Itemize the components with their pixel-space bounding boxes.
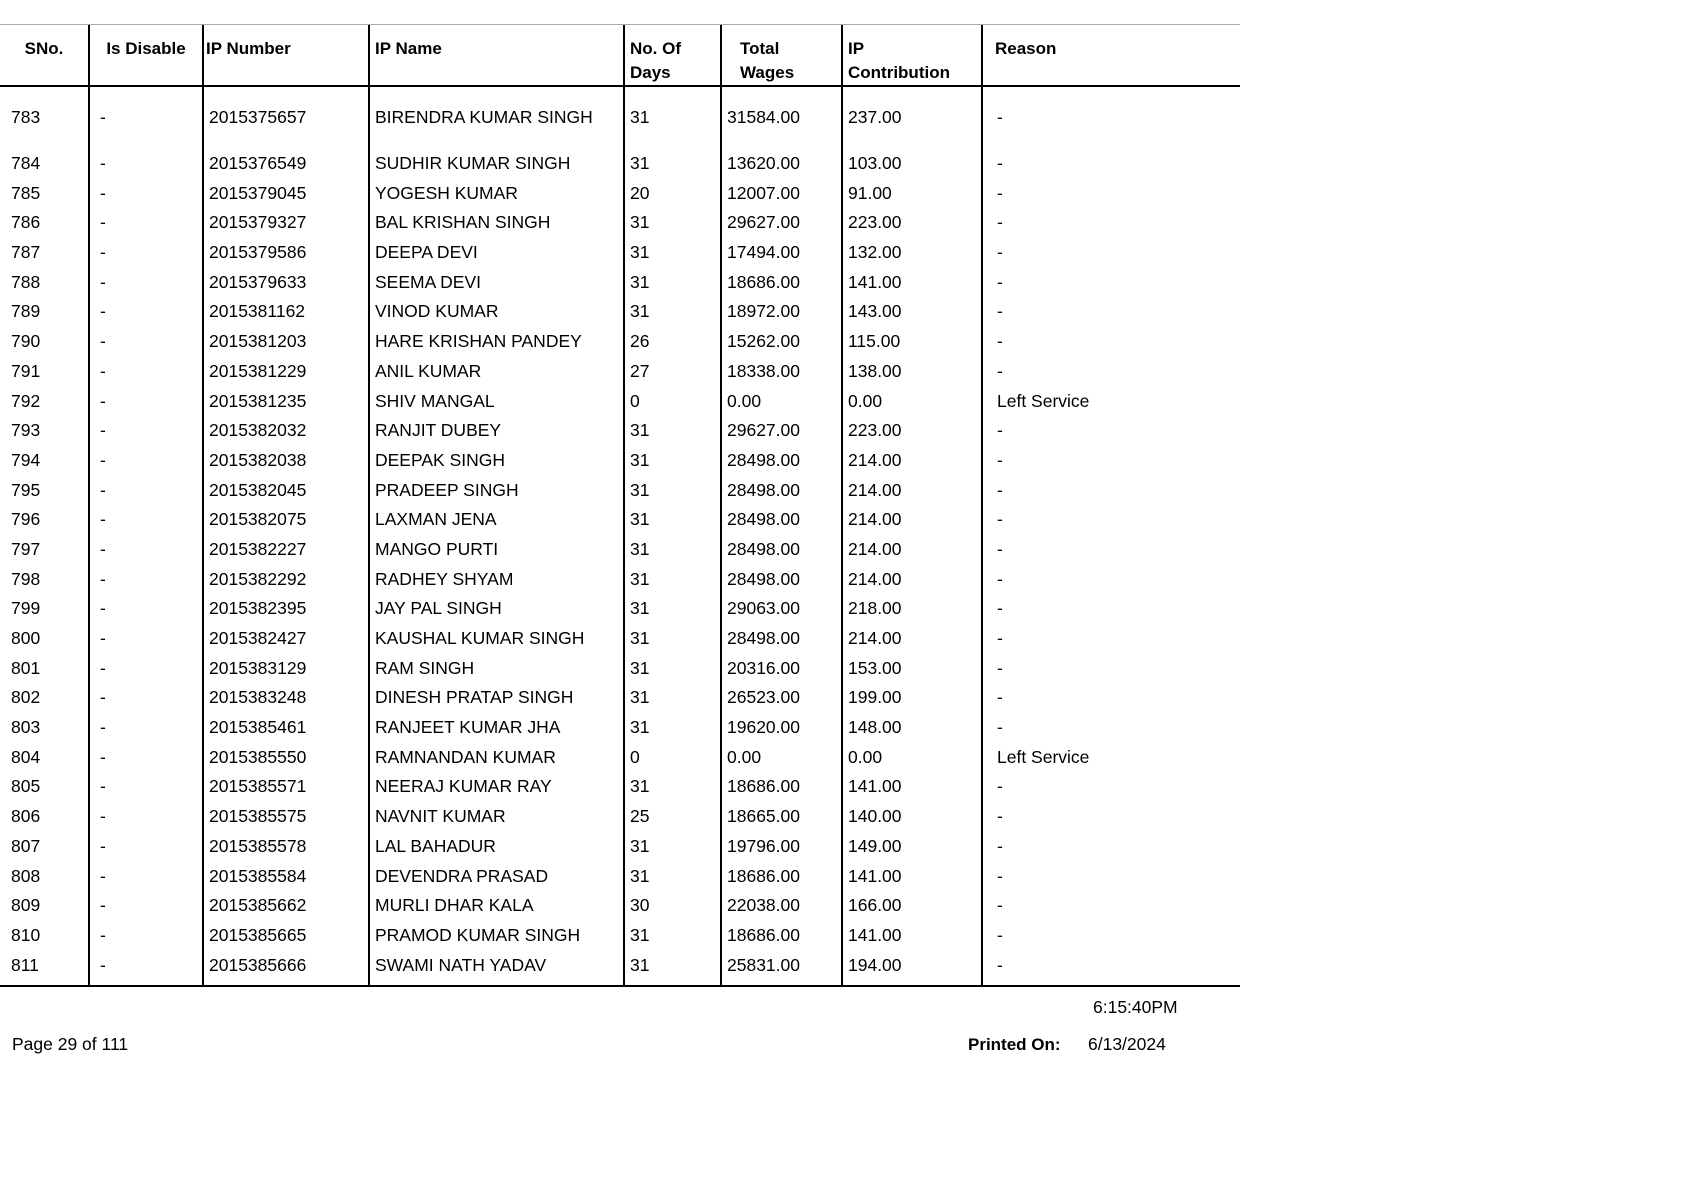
- cell-ip-number: 2015382075: [203, 508, 369, 538]
- cell-is-disable: -: [89, 627, 203, 657]
- cell-reason: -: [982, 360, 1240, 390]
- cell-no-of-days: 31: [624, 538, 721, 568]
- cell-reason: -: [982, 300, 1240, 330]
- cell-reason: -: [982, 924, 1240, 954]
- cell-sno: 805: [11, 776, 41, 797]
- cell-total-wages: 26523.00: [721, 686, 842, 716]
- cell-ip-contribution: 0.00: [842, 746, 982, 776]
- cell-ip-contribution: 223.00: [842, 211, 982, 241]
- cell-total-wages: 15262.00: [721, 330, 842, 360]
- cell-is-disable: -: [89, 568, 203, 598]
- cell-ip-number: 2015381229: [203, 360, 369, 390]
- cell-total-wages: 0.00: [721, 746, 842, 776]
- cell-total-wages: 18686.00: [721, 924, 842, 954]
- cell-reason: -: [982, 419, 1240, 449]
- cell-sno: 800: [11, 628, 41, 648]
- table-row: [0, 390, 1240, 420]
- cell-sno: 793: [11, 420, 41, 441]
- table-row: [0, 597, 1240, 627]
- cell-no-of-days: 31: [624, 211, 721, 241]
- header-ip-number: IP Number: [203, 25, 369, 86]
- cell-no-of-days: 31: [624, 924, 721, 954]
- table-header-row: [0, 25, 1240, 86]
- cell-ip-number: 2015375657: [203, 106, 369, 152]
- cell-ip-name: RAM SINGH: [369, 657, 624, 687]
- cell-is-disable: -: [89, 390, 203, 420]
- cell-sno: 809: [11, 895, 41, 916]
- cell-total-wages: 28498.00: [721, 627, 842, 657]
- cell-is-disable: -: [89, 271, 203, 301]
- cell-sno: 797: [11, 538, 41, 559]
- cell-ip-contribution: 214.00: [842, 508, 982, 538]
- cell-no-of-days: 31: [624, 508, 721, 538]
- cell-ip-contribution: 149.00: [842, 835, 982, 865]
- cell-ip-contribution: 115.00: [842, 330, 982, 360]
- cell-ip-contribution: 0.00: [842, 390, 982, 420]
- cell-no-of-days: 31: [624, 241, 721, 271]
- cell-ip-number: 2015381235: [203, 390, 369, 420]
- cell-ip-contribution: 214.00: [842, 538, 982, 568]
- cell-no-of-days: 31: [624, 271, 721, 301]
- cell-ip-name: VINOD KUMAR: [369, 300, 624, 330]
- cell-is-disable: -: [89, 211, 203, 241]
- cell-reason: -: [982, 211, 1240, 241]
- cell-ip-name: SHIV MANGAL: [369, 390, 624, 420]
- cell-is-disable: -: [89, 152, 203, 182]
- cell-ip-contribution: 103.00: [842, 152, 982, 182]
- cell-is-disable: -: [89, 241, 203, 271]
- header-ip-contribution: IP Contribution: [842, 25, 982, 86]
- cell-ip-name: DEVENDRA PRASAD: [369, 865, 624, 895]
- cell-ip-name: RANJEET KUMAR JHA: [369, 716, 624, 746]
- cell-sno: 789: [11, 301, 41, 322]
- cell-ip-number: 2015379327: [203, 211, 369, 241]
- cell-ip-number: 2015383129: [203, 657, 369, 687]
- cell-no-of-days: 31: [624, 419, 721, 449]
- header-sno: SNo.: [0, 25, 89, 86]
- cell-no-of-days: 31: [624, 568, 721, 598]
- cell-ip-name: MURLI DHAR KALA: [369, 894, 624, 924]
- cell-ip-name: RANJIT DUBEY: [369, 419, 624, 449]
- table-row: [0, 538, 1240, 568]
- table-row: [0, 419, 1240, 449]
- cell-reason: -: [982, 954, 1240, 986]
- cell-no-of-days: 31: [624, 479, 721, 509]
- cell-is-disable: -: [89, 686, 203, 716]
- cell-ip-number: 2015385461: [203, 716, 369, 746]
- table-row: [0, 835, 1240, 865]
- cell-is-disable: -: [89, 106, 203, 152]
- cell-ip-number: 2015385665: [203, 924, 369, 954]
- table-row: [0, 686, 1240, 716]
- cell-ip-contribution: 153.00: [842, 657, 982, 687]
- cell-no-of-days: 31: [624, 686, 721, 716]
- cell-sno: 798: [11, 568, 41, 589]
- cell-ip-name: NAVNIT KUMAR: [369, 805, 624, 835]
- cell-is-disable: -: [89, 805, 203, 835]
- footer-page-number: Page 29 of 111: [12, 1034, 129, 1054]
- cell-no-of-days: 0: [624, 390, 721, 420]
- cell-reason: -: [982, 271, 1240, 301]
- cell-total-wages: 0.00: [721, 390, 842, 420]
- table-row: [0, 627, 1240, 657]
- cell-total-wages: 22038.00: [721, 894, 842, 924]
- cell-ip-name: DEEPA DEVI: [369, 241, 624, 271]
- cell-ip-number: 2015381162: [203, 300, 369, 330]
- header-ip-name: IP Name: [369, 25, 624, 86]
- contribution-table: [0, 25, 1240, 987]
- cell-ip-number: 2015382032: [203, 419, 369, 449]
- cell-reason: -: [982, 716, 1240, 746]
- cell-ip-number: 2015382045: [203, 479, 369, 509]
- cell-is-disable: -: [89, 419, 203, 449]
- cell-no-of-days: 31: [624, 716, 721, 746]
- cell-ip-name: PRADEEP SINGH: [369, 479, 624, 509]
- cell-total-wages: 31584.00: [721, 106, 842, 152]
- cell-sno: 792: [11, 390, 41, 411]
- cell-sno: 785: [11, 182, 41, 203]
- cell-reason: -: [982, 106, 1240, 152]
- cell-ip-number: 2015381203: [203, 330, 369, 360]
- cell-ip-contribution: 148.00: [842, 716, 982, 746]
- cell-ip-contribution: 141.00: [842, 924, 982, 954]
- cell-ip-contribution: 141.00: [842, 865, 982, 895]
- cell-is-disable: -: [89, 716, 203, 746]
- table-row: [0, 211, 1240, 241]
- cell-ip-contribution: 141.00: [842, 271, 982, 301]
- cell-sno: 806: [11, 806, 41, 827]
- cell-ip-name: YOGESH KUMAR: [369, 182, 624, 212]
- cell-ip-name: JAY PAL SINGH: [369, 597, 624, 627]
- cell-ip-contribution: 237.00: [842, 106, 982, 152]
- header-reason: Reason: [982, 25, 1240, 86]
- cell-ip-number: 2015385662: [203, 894, 369, 924]
- cell-is-disable: -: [89, 330, 203, 360]
- cell-is-disable: -: [89, 538, 203, 568]
- table-row: [0, 775, 1240, 805]
- cell-reason: -: [982, 835, 1240, 865]
- table-row: [0, 479, 1240, 509]
- table-row: [0, 894, 1240, 924]
- cell-total-wages: 29627.00: [721, 211, 842, 241]
- cell-no-of-days: 31: [624, 300, 721, 330]
- cell-is-disable: -: [89, 835, 203, 865]
- cell-no-of-days: 31: [624, 865, 721, 895]
- cell-ip-number: 2015379045: [203, 182, 369, 212]
- cell-ip-name: BAL KRISHAN SINGH: [369, 211, 624, 241]
- cell-ip-name: NEERAJ KUMAR RAY: [369, 775, 624, 805]
- cell-sno: 808: [11, 865, 41, 886]
- cell-ip-contribution: 132.00: [842, 241, 982, 271]
- cell-reason: Left Service: [982, 746, 1240, 776]
- cell-ip-name: SEEMA DEVI: [369, 271, 624, 301]
- cell-is-disable: -: [89, 657, 203, 687]
- cell-is-disable: -: [89, 746, 203, 776]
- cell-is-disable: -: [89, 182, 203, 212]
- cell-ip-contribution: 138.00: [842, 360, 982, 390]
- cell-is-disable: -: [89, 924, 203, 954]
- cell-ip-name: PRAMOD KUMAR SINGH: [369, 924, 624, 954]
- cell-reason: -: [982, 865, 1240, 895]
- cell-no-of-days: 26: [624, 330, 721, 360]
- cell-reason: -: [982, 775, 1240, 805]
- cell-is-disable: -: [89, 954, 203, 986]
- cell-is-disable: -: [89, 300, 203, 330]
- cell-reason: -: [982, 657, 1240, 687]
- cell-ip-contribution: 214.00: [842, 568, 982, 598]
- cell-total-wages: 18686.00: [721, 865, 842, 895]
- table-row: [0, 300, 1240, 330]
- cell-no-of-days: 31: [624, 954, 721, 986]
- table-spacer-row: [0, 86, 1240, 106]
- cell-ip-number: 2015379586: [203, 241, 369, 271]
- cell-reason: -: [982, 330, 1240, 360]
- table-row: [0, 360, 1240, 390]
- cell-ip-number: 2015382395: [203, 597, 369, 627]
- cell-reason: -: [982, 597, 1240, 627]
- cell-ip-number: 2015382038: [203, 449, 369, 479]
- cell-ip-number: 2015376549: [203, 152, 369, 182]
- contribution-report: [0, 24, 1240, 987]
- cell-ip-name: DINESH PRATAP SINGH: [369, 686, 624, 716]
- cell-reason: -: [982, 568, 1240, 598]
- cell-sno: 801: [11, 657, 41, 678]
- table-row: [0, 924, 1240, 954]
- cell-ip-name: RAMNANDAN KUMAR: [369, 746, 624, 776]
- cell-ip-contribution: 166.00: [842, 894, 982, 924]
- cell-no-of-days: 31: [624, 775, 721, 805]
- cell-is-disable: -: [89, 865, 203, 895]
- cell-no-of-days: 31: [624, 597, 721, 627]
- cell-reason: -: [982, 686, 1240, 716]
- cell-ip-number: 2015385575: [203, 805, 369, 835]
- cell-ip-number: 2015382227: [203, 538, 369, 568]
- cell-total-wages: 28498.00: [721, 568, 842, 598]
- cell-sno: 788: [11, 271, 41, 292]
- header-is-disable: Is Disable: [89, 25, 203, 86]
- cell-sno: 783: [11, 107, 41, 127]
- table-row: [0, 241, 1240, 271]
- cell-total-wages: 18686.00: [721, 271, 842, 301]
- cell-total-wages: 19796.00: [721, 835, 842, 865]
- cell-no-of-days: 27: [624, 360, 721, 390]
- cell-sno: 796: [11, 509, 41, 530]
- cell-reason: -: [982, 627, 1240, 657]
- cell-is-disable: -: [89, 360, 203, 390]
- table-row: [0, 746, 1240, 776]
- cell-ip-number: 2015385584: [203, 865, 369, 895]
- cell-ip-name: SWAMI NATH YADAV: [369, 954, 624, 986]
- cell-total-wages: 18972.00: [721, 300, 842, 330]
- cell-is-disable: -: [89, 597, 203, 627]
- cell-sno: 795: [11, 479, 41, 500]
- footer-print-time: 6:15:40PM: [1093, 997, 1178, 1017]
- cell-is-disable: -: [89, 508, 203, 538]
- cell-total-wages: 28498.00: [721, 449, 842, 479]
- cell-ip-name: MANGO PURTI: [369, 538, 624, 568]
- cell-ip-number: 2015385550: [203, 746, 369, 776]
- cell-total-wages: 28498.00: [721, 479, 842, 509]
- cell-no-of-days: 30: [624, 894, 721, 924]
- table-row: [0, 805, 1240, 835]
- table-row: [0, 865, 1240, 895]
- cell-no-of-days: 31: [624, 449, 721, 479]
- cell-reason: -: [982, 894, 1240, 924]
- cell-is-disable: -: [89, 449, 203, 479]
- table-row: [0, 716, 1240, 746]
- cell-reason: -: [982, 152, 1240, 182]
- cell-total-wages: 28498.00: [721, 538, 842, 568]
- cell-sno: 802: [11, 687, 41, 708]
- cell-ip-name: SUDHIR KUMAR SINGH: [369, 152, 624, 182]
- cell-total-wages: 17494.00: [721, 241, 842, 271]
- cell-ip-number: 2015385571: [203, 775, 369, 805]
- table-row: [0, 106, 1240, 152]
- cell-ip-contribution: 223.00: [842, 419, 982, 449]
- cell-no-of-days: 31: [624, 657, 721, 687]
- cell-ip-contribution: 214.00: [842, 449, 982, 479]
- cell-ip-number: 2015385666: [203, 954, 369, 986]
- table-row: [0, 954, 1240, 986]
- cell-is-disable: -: [89, 775, 203, 805]
- table-body: [0, 86, 1240, 986]
- header-total-wages: Total Wages: [721, 25, 842, 86]
- cell-sno: 790: [11, 331, 41, 352]
- cell-ip-contribution: 141.00: [842, 775, 982, 805]
- cell-total-wages: 19620.00: [721, 716, 842, 746]
- cell-reason: Left Service: [982, 390, 1240, 420]
- table-row: [0, 508, 1240, 538]
- table-row: [0, 152, 1240, 182]
- cell-no-of-days: 31: [624, 152, 721, 182]
- cell-ip-contribution: 214.00: [842, 479, 982, 509]
- cell-no-of-days: 31: [624, 627, 721, 657]
- cell-ip-name: BIRENDRA KUMAR SINGH: [369, 106, 624, 152]
- cell-is-disable: -: [89, 894, 203, 924]
- cell-ip-number: 2015379633: [203, 271, 369, 301]
- footer-printed-on-label: Printed On:: [968, 1035, 1061, 1054]
- cell-total-wages: 12007.00: [721, 182, 842, 212]
- table-row: [0, 657, 1240, 687]
- cell-sno: 787: [11, 242, 41, 263]
- cell-total-wages: 29627.00: [721, 419, 842, 449]
- cell-sno: 810: [11, 924, 41, 945]
- cell-sno: 803: [11, 717, 41, 738]
- cell-total-wages: 18665.00: [721, 805, 842, 835]
- cell-ip-name: LAL BAHADUR: [369, 835, 624, 865]
- cell-ip-contribution: 91.00: [842, 182, 982, 212]
- cell-sno: 791: [11, 360, 41, 381]
- cell-no-of-days: 0: [624, 746, 721, 776]
- cell-reason: -: [982, 241, 1240, 271]
- cell-total-wages: 18338.00: [721, 360, 842, 390]
- cell-no-of-days: 25: [624, 805, 721, 835]
- cell-ip-name: ANIL KUMAR: [369, 360, 624, 390]
- cell-ip-name: RADHEY SHYAM: [369, 568, 624, 598]
- cell-ip-number: 2015383248: [203, 686, 369, 716]
- cell-ip-contribution: 214.00: [842, 627, 982, 657]
- cell-ip-name: DEEPAK SINGH: [369, 449, 624, 479]
- cell-reason: -: [982, 182, 1240, 212]
- cell-total-wages: 13620.00: [721, 152, 842, 182]
- cell-reason: -: [982, 538, 1240, 568]
- table-row: [0, 182, 1240, 212]
- cell-total-wages: 28498.00: [721, 508, 842, 538]
- cell-total-wages: 25831.00: [721, 954, 842, 986]
- cell-reason: -: [982, 805, 1240, 835]
- cell-is-disable: -: [89, 479, 203, 509]
- cell-no-of-days: 20: [624, 182, 721, 212]
- cell-ip-number: 2015382292: [203, 568, 369, 598]
- header-no-of-days: No. Of Days: [624, 25, 721, 86]
- cell-ip-contribution: 143.00: [842, 300, 982, 330]
- cell-sno: 794: [11, 449, 41, 470]
- cell-total-wages: 29063.00: [721, 597, 842, 627]
- cell-sno: 786: [11, 212, 41, 233]
- cell-no-of-days: 31: [624, 835, 721, 865]
- cell-ip-contribution: 218.00: [842, 597, 982, 627]
- cell-ip-number: 2015385578: [203, 835, 369, 865]
- cell-ip-number: 2015382427: [203, 627, 369, 657]
- cell-no-of-days: 31: [624, 106, 721, 152]
- cell-reason: -: [982, 479, 1240, 509]
- cell-ip-name: KAUSHAL KUMAR SINGH: [369, 627, 624, 657]
- cell-ip-name: LAXMAN JENA: [369, 508, 624, 538]
- cell-total-wages: 20316.00: [721, 657, 842, 687]
- cell-ip-contribution: 199.00: [842, 686, 982, 716]
- cell-total-wages: 18686.00: [721, 775, 842, 805]
- cell-sno: 807: [11, 835, 41, 856]
- cell-ip-name: HARE KRISHAN PANDEY: [369, 330, 624, 360]
- table-row: [0, 568, 1240, 598]
- cell-sno: 811: [0, 954, 89, 986]
- table-row: [0, 271, 1240, 301]
- cell-ip-contribution: 194.00: [842, 954, 982, 986]
- cell-sno: 784: [11, 153, 41, 173]
- cell-ip-contribution: 140.00: [842, 805, 982, 835]
- cell-sno: 799: [11, 598, 41, 619]
- cell-sno: 804: [11, 746, 41, 767]
- table-row: [0, 330, 1240, 360]
- cell-reason: -: [982, 449, 1240, 479]
- table-row: [0, 449, 1240, 479]
- footer-printed-date: 6/13/2024: [1088, 1034, 1166, 1054]
- cell-reason: -: [982, 508, 1240, 538]
